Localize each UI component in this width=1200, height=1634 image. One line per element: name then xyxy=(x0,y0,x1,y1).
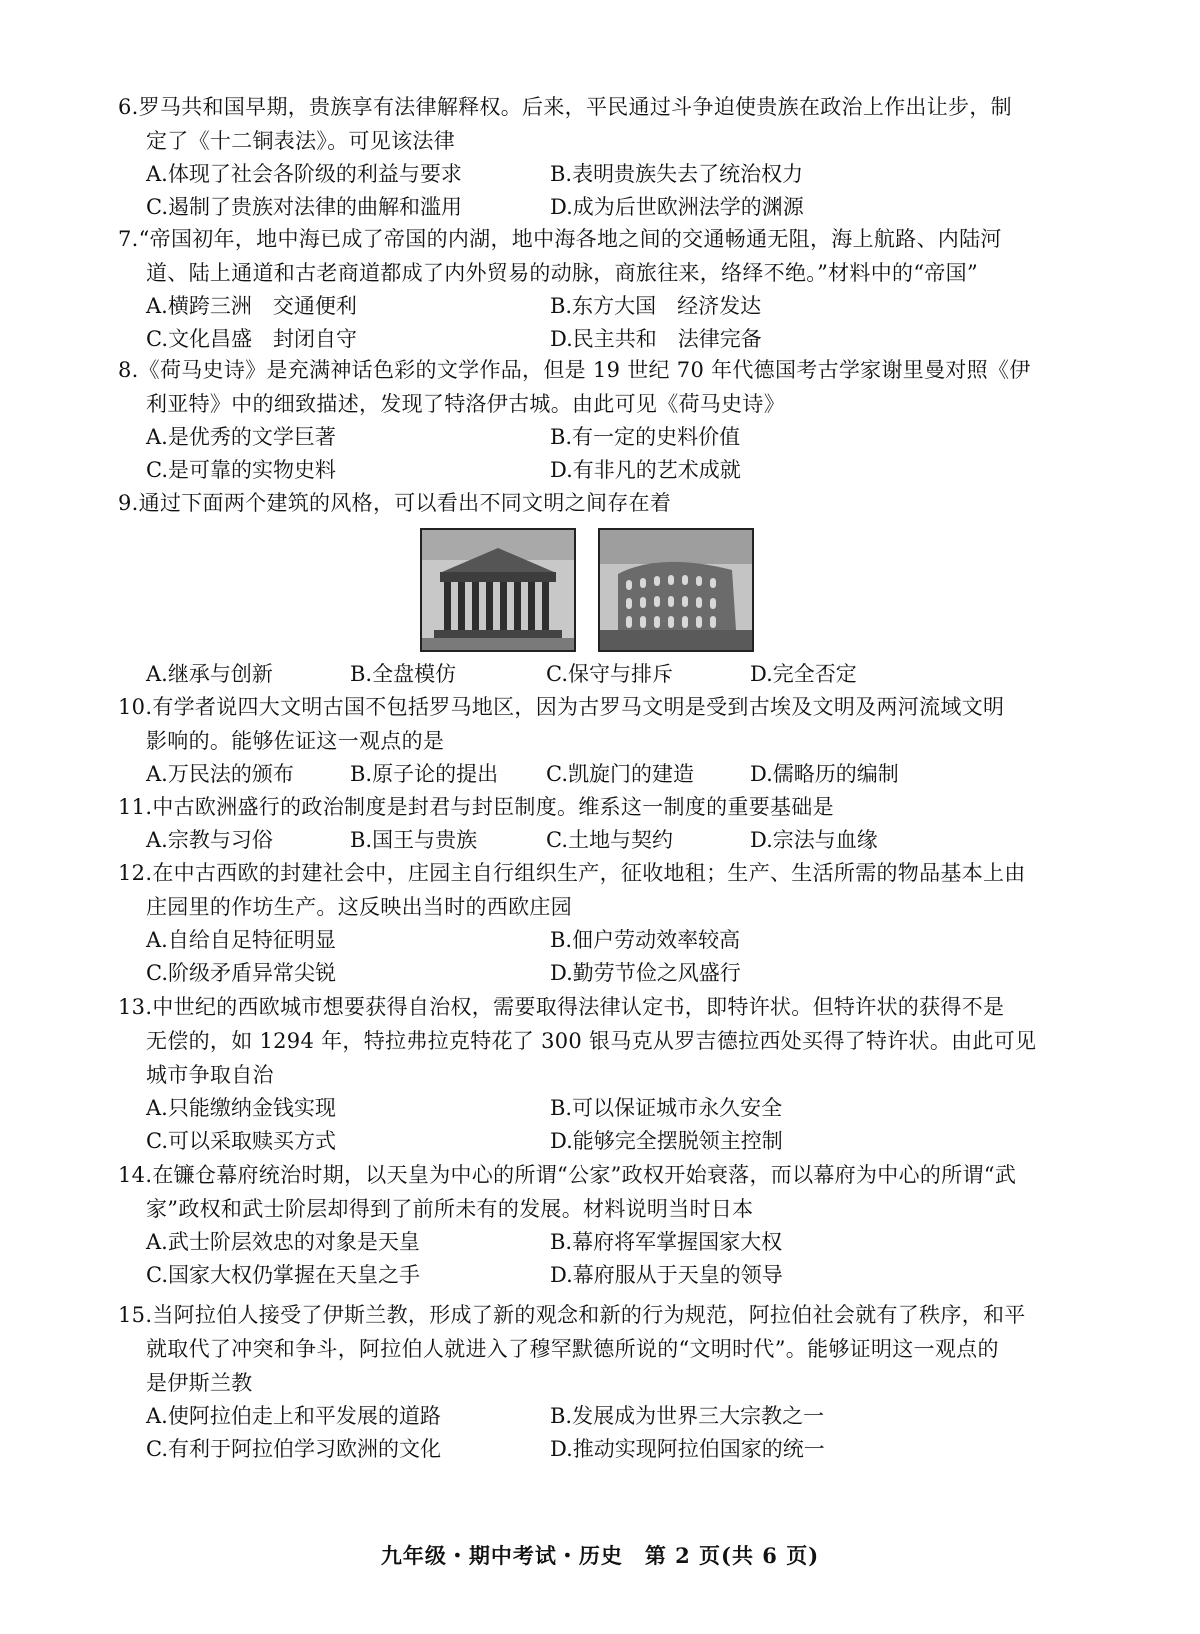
option-a[interactable]: A.是优秀的文学巨著 xyxy=(146,425,336,449)
option-d[interactable]: D.宗法与血缘 xyxy=(750,828,878,852)
option-b[interactable]: B.佃户劳动效率较高 xyxy=(550,928,741,952)
page-footer: 九年级・期中考试・历史 第 2 页(共 6 页) xyxy=(380,1543,820,1568)
options xyxy=(118,1400,1078,1466)
option-a[interactable]: A.只能缴纳金钱实现 xyxy=(146,1096,336,1120)
question-stem: 中古欧洲盛行的政治制度是封君与封臣制度。维系这一制度的重要基础是 xyxy=(152,795,834,819)
colosseum-illustration xyxy=(600,530,752,650)
option-b[interactable]: B.国王与贵族 xyxy=(350,828,478,852)
question-stem: 中世纪的西欧城市想要获得自治权，需要取得法律认定书，即特许状。但特许状的获得不是 xyxy=(152,995,1005,1019)
option-c[interactable]: C.阶级矛盾异常尖锐 xyxy=(146,961,336,985)
option-b[interactable]: B.全盘模仿 xyxy=(350,662,457,686)
option-c[interactable]: C.可以采取赎买方式 xyxy=(146,1129,336,1153)
question-8 xyxy=(118,353,1078,487)
option-b[interactable]: B.有一定的史料价值 xyxy=(550,425,741,449)
question-stem: 通过下面两个建筑的风格，可以看出不同文明之间存在着 xyxy=(138,491,672,515)
question-10 xyxy=(118,690,1078,791)
option-c[interactable]: C.是可靠的实物史料 xyxy=(146,458,336,482)
option-d[interactable]: D.能够完全摆脱领主控制 xyxy=(550,1129,783,1153)
question-number: 12. xyxy=(118,861,153,885)
option-a[interactable]: A.武士阶层效忠的对象是天皇 xyxy=(146,1230,420,1254)
option-c[interactable]: C.土地与契约 xyxy=(546,828,673,852)
option-c[interactable]: C.保守与排斥 xyxy=(546,662,673,686)
option-d[interactable]: D.勤劳节俭之风盛行 xyxy=(550,961,741,985)
question-stem: 有学者说四大文明古国不包括罗马地区，因为古罗马文明是受到古埃及文明及两河流域文明 xyxy=(152,695,1005,719)
question-9 xyxy=(118,486,1078,520)
option-c[interactable]: C.凯旋门的建造 xyxy=(546,762,694,786)
question-13 xyxy=(118,990,1078,1158)
question-stem: 定了《十二铜表法》。可见该法律 xyxy=(146,129,455,153)
option-a[interactable]: A.使阿拉伯走上和平发展的道路 xyxy=(146,1404,441,1428)
question-number: 13. xyxy=(118,995,153,1019)
question-number: 11. xyxy=(118,795,153,819)
question-stem: 庄园里的作坊生产。这反映出当时的西欧庄园 xyxy=(146,895,572,919)
options xyxy=(118,290,1078,356)
option-d[interactable]: D.民主共和 法律完备 xyxy=(550,327,762,351)
question-stem: 利亚特》中的细致描述，发现了特洛伊古城。由此可见《荷马史诗》 xyxy=(146,392,785,416)
question-9-options xyxy=(118,658,1078,691)
option-a[interactable]: A.继承与创新 xyxy=(146,662,273,686)
question-number: 9. xyxy=(118,491,139,515)
option-c[interactable]: C.遏制了贵族对法律的曲解和滥用 xyxy=(146,195,462,219)
options xyxy=(118,1092,1078,1158)
question-stem: 《荷马史诗》是充满神话色彩的文学作品，但是 19 世纪 70 年代德国考古学家谢里曼对照《伊 xyxy=(138,358,1031,382)
question-stem: 是伊斯兰教 xyxy=(146,1371,253,1395)
parthenon-illustration xyxy=(422,530,574,650)
question-number: 14. xyxy=(118,1163,153,1187)
options xyxy=(118,1226,1078,1292)
option-d[interactable]: D.推动实现阿拉伯国家的统一 xyxy=(550,1437,825,1461)
question-stem: 罗马共和国早期，贵族享有法律解释权。后来，平民通过斗争迫使贵族在政治上作出让步，制 xyxy=(138,95,1012,119)
option-a[interactable]: A.万民法的颁布 xyxy=(146,762,294,786)
question-12 xyxy=(118,856,1078,990)
options xyxy=(118,758,1078,791)
option-d[interactable]: D.成为后世欧洲法学的渊源 xyxy=(550,195,804,219)
question-6 xyxy=(118,90,1078,224)
question-stem: 无偿的，如 1294 年，特拉弗拉克特花了 300 银马克从罗吉德拉西处买得了特许状。由此可见 xyxy=(146,1029,1037,1053)
architecture-figures xyxy=(420,528,754,652)
options xyxy=(118,421,1078,487)
option-a[interactable]: A.体现了社会各阶级的利益与要求 xyxy=(146,162,462,186)
option-d[interactable]: D.儒略历的编制 xyxy=(750,762,899,786)
options xyxy=(118,658,1078,691)
option-c[interactable]: C.文化昌盛 封闭自守 xyxy=(146,327,357,351)
question-14 xyxy=(118,1158,1078,1292)
question-stem: 影响的。能够佐证这一观点的是 xyxy=(146,729,445,753)
question-stem: 在镰仓幕府统治时期，以天皇为中心的所谓“公家”政权开始衰落，而以幕府为中心的所谓“武 xyxy=(152,1163,1017,1187)
option-b[interactable]: B.幕府将军掌握国家大权 xyxy=(550,1230,783,1254)
option-d[interactable]: D.幕府服从于天皇的领导 xyxy=(550,1263,783,1287)
colosseum-photo xyxy=(598,528,754,652)
option-a[interactable]: A.自给自足特征明显 xyxy=(146,928,336,952)
question-stem: 当阿拉伯人接受了伊斯兰教，形成了新的观念和新的行为规范，阿拉伯社会就有了秩序，和平 xyxy=(152,1303,1026,1327)
options xyxy=(118,924,1078,990)
question-number: 7. xyxy=(118,227,139,251)
options xyxy=(118,824,1078,857)
option-b[interactable]: B.原子论的提出 xyxy=(350,762,499,786)
option-b[interactable]: B.东方大国 经济发达 xyxy=(550,294,762,318)
option-d[interactable]: D.完全否定 xyxy=(750,662,857,686)
option-a[interactable]: A.宗教与习俗 xyxy=(146,828,273,852)
question-11 xyxy=(118,790,1078,857)
question-stem: 城市争取自治 xyxy=(146,1063,274,1087)
parthenon-photo xyxy=(420,528,576,652)
option-c[interactable]: C.国家大权仍掌握在天皇之手 xyxy=(146,1263,420,1287)
option-b[interactable]: B.可以保证城市永久安全 xyxy=(550,1096,783,1120)
question-stem: “帝国初年，地中海已成了帝国的内湖，地中海各地之间的交通畅通无阻，海上航路、内陆河 xyxy=(138,227,1002,251)
options xyxy=(118,158,1078,224)
question-15 xyxy=(118,1298,1078,1466)
option-a[interactable]: A.横跨三洲 交通便利 xyxy=(146,294,357,318)
question-7 xyxy=(118,222,1078,356)
question-stem: 家”政权和武士阶层却得到了前所未有的发展。材料说明当时日本 xyxy=(146,1197,754,1221)
option-c[interactable]: C.有利于阿拉伯学习欧洲的文化 xyxy=(146,1437,441,1461)
option-d[interactable]: D.有非凡的艺术成就 xyxy=(550,458,741,482)
option-b[interactable]: B.表明贵族失去了统治权力 xyxy=(550,162,804,186)
question-number: 6. xyxy=(118,95,139,119)
question-stem: 就取代了冲突和争斗，阿拉伯人就进入了穆罕默德所说的“文明时代”。能够证明这一观点的 xyxy=(146,1337,999,1361)
question-number: 10. xyxy=(118,695,153,719)
question-number: 8. xyxy=(118,358,139,382)
question-number: 15. xyxy=(118,1303,153,1327)
question-stem: 在中古西欧的封建社会中，庄园主自行组织生产，征收地租；生产、生活所需的物品基本上由 xyxy=(152,861,1026,885)
option-b[interactable]: B.发展成为世界三大宗教之一 xyxy=(550,1404,825,1428)
question-stem: 道、陆上通道和古老商道都成了内外贸易的动脉，商旅往来，络绎不绝。”材料中的“帝国” xyxy=(146,261,979,285)
